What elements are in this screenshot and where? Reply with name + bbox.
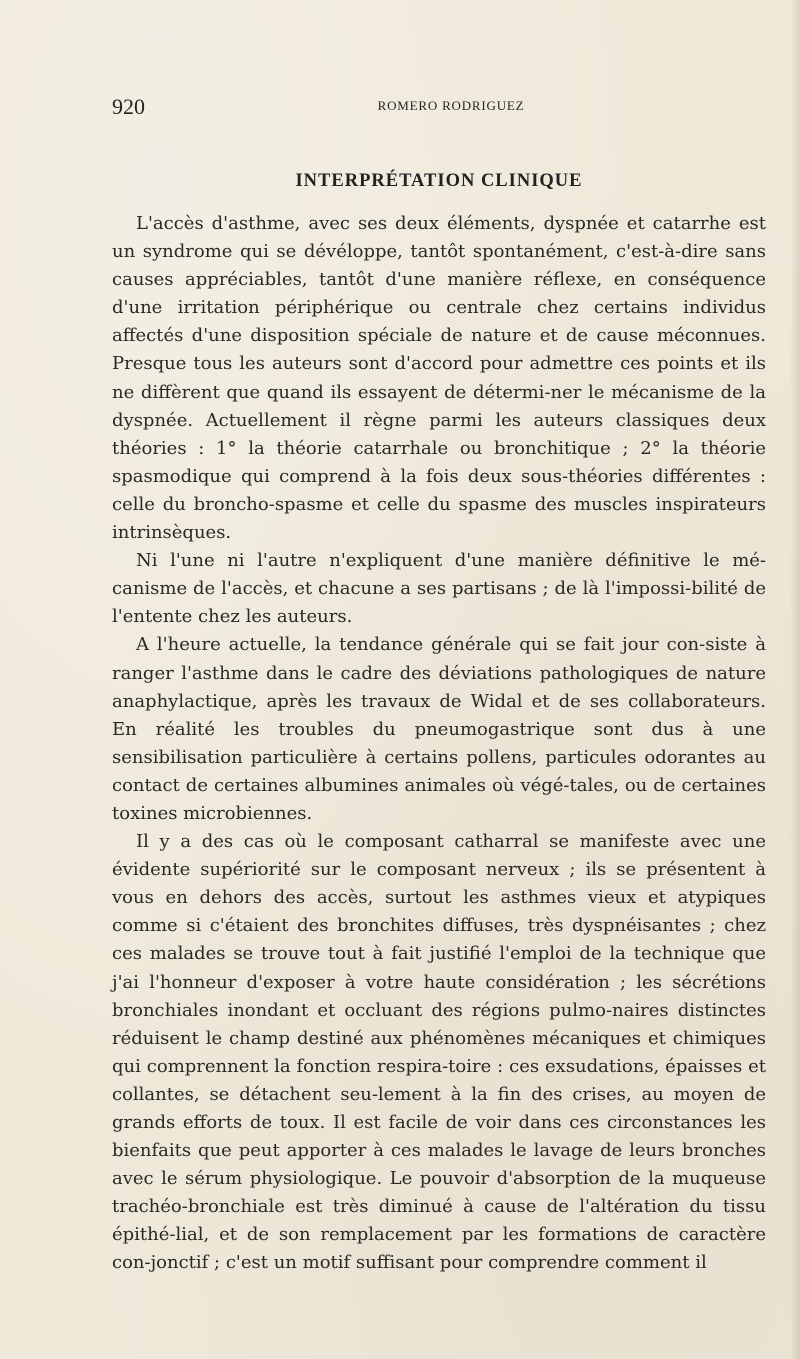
page-number: 920 [112,94,145,119]
page-edge-shadow [790,0,800,1359]
paragraph: Il y a des cas où le composant catharral se manifeste avec une évidente supériorité sur le composant nerveux ; ils se présentent à vous en dehors des accès, surtout les asthmes vieux et atypiques comme si c'étaient des bronchites diffuses, très dyspnéisantes ; chez ces malades se trouve tout à fait justifié l'emploi de la technique que j'ai l'honneur d'exposer à votre haute considération ; les sécrétions bronchiales inondant et occluant des régions pulmo-naires distinctes réduisent le champ destiné aux phénomènes mécaniques et chimiques qui comprennent la fonction respira-toire : ces exsudations, épaisses et collantes, se détachent seu-lement à la fin des crises, au moyen de grands efforts de toux. Il est facile de voir dans ces circonstances les bienfaits que peut apporter à ces malades le lavage de leurs bronches avec le sérum physiologique. Le pouvoir d'absorption de la muqueuse trachéo-bronchiale est très diminué à cause de l'altération du tissu épithé-lial, et de son remplacement par les formations de caractère con-jonctif ; c'est un motif suffisant pour comprendre comment il [112,831,766,1274]
paragraph: Ni l'une ni l'autre n'expliquent d'une manière définitive le mé-canisme de l'accès, et chacune a ses partisans ; de là l'impossi-bilité de l'entente chez les auteurs. [112,550,766,628]
paragraph: L'accès d'asthme, avec ses deux éléments, dyspnée et catarrhe est un syndrome qui se dévéloppe, tantôt spontanément, c'est-à-dire sans causes appréciables, tantôt d'une manière réflexe, en conséquence d'une irritation périphérique ou centrale chez certains individus affectés d'une disposition spéciale de nature et de cause méconnues. Presque tous les auteurs sont d'accord pour admettre ces points et ils ne diffèrent que quand ils essayent de détermi-ner le mécanisme de la dyspnée. Actuellement il règne parmi les auteurs classiques deux théories : 1° la théorie catarrhale ou bronchitique ; 2° la théorie spasmodique qui comprend à la fois deux sous-théories différentes : celle du broncho-spasme et celle du spasme des muscles inspirateurs intrinsèques. [112,213,766,544]
page-header [112,94,766,122]
running-head: ROMERO RODRIGUEZ [377,98,525,113]
body-text [112,210,766,1278]
paragraph: A l'heure actuelle, la tendance générale qui se fait jour con-siste à ranger l'asthme dans le cadre des déviations pathologiques de nature anaphylactique, après les travaux de Widal et de ses collaborateurs. En réalité les troubles du pneumogastrique sont dus à une sensibilisation particulière à certains pollens, particules odorantes au contact de certaines albumines animales où végé-tales, ou de certaines toxines microbiennes. [112,634,766,824]
section-title: INTERPRÉTATION CLINIQUE [295,171,583,191]
